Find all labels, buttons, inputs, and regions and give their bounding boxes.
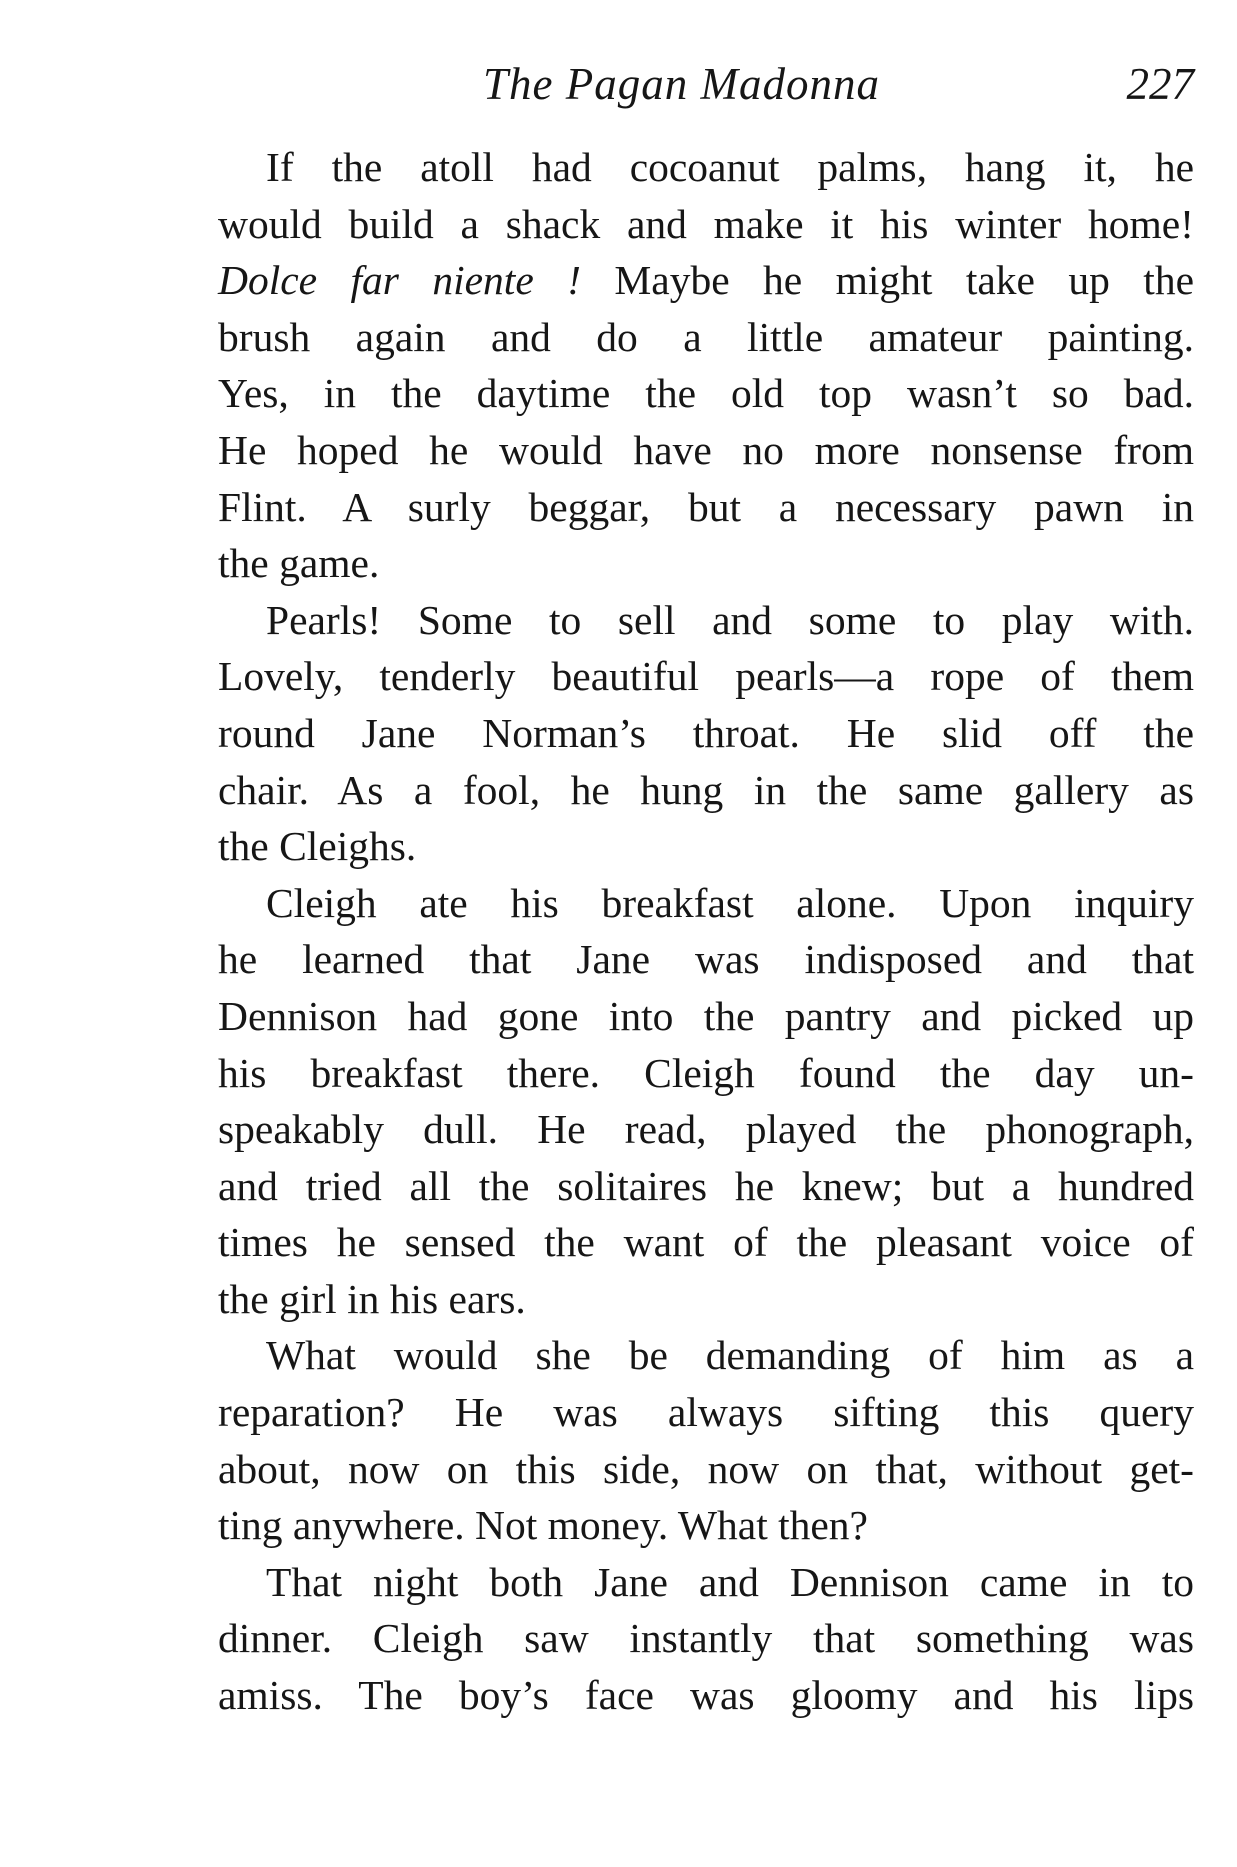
text-line: the game. [218,540,380,587]
page-number: 227 [1126,59,1194,109]
text-line: amiss. The boy’s face was gloomy and his lips [218,1672,1194,1719]
text-line: the Cleighs. [218,823,417,870]
text-line: reparation? He was always sifting this query [218,1389,1194,1436]
text-line: If the atoll had cocoanut palms, hang it, he [266,144,1194,190]
text-line: He hoped he would have no more nonsense from [218,426,1194,473]
text-line: and tried all the solitaires he knew; but a hundred [218,1162,1194,1209]
text-line: the girl in his ears. [218,1275,526,1322]
page-header [218,58,1194,118]
text-line: What would she be demanding of him as a [266,1332,1194,1379]
text-line: Dennison had gone into the pantry and picked up [218,992,1194,1039]
paragraph [218,875,1194,1328]
body-text [218,139,1194,1724]
text-fragment: Maybe he might take up the [580,257,1194,304]
running-title: The Pagan Madonna [483,59,880,109]
paragraph [218,592,1194,875]
paragraph [218,139,1194,592]
text-line: he learned that Jane was indisposed and that [218,936,1194,983]
text-line: about, now on this side, now on that, without get- [218,1445,1194,1492]
text-line: brush again and do a little amateur painting. [218,313,1194,360]
text-line [218,252,1194,309]
text-line: That night both Jane and Dennison came in to [266,1558,1194,1605]
text-line: Yes, in the daytime the old top wasn’t so bad. [218,370,1194,417]
text-line: Pearls! Some to sell and some to play with. [266,596,1194,643]
text-line: chair. As a fool, he hung in the same gallery as [218,766,1194,813]
italic-phrase: Dolce far niente ! [218,257,581,304]
text-line: times he sensed the want of the pleasant voice of [218,1219,1194,1266]
text-line: Lovely, tenderly beautiful pearls—a rope of them [218,653,1194,700]
text-line: Cleigh ate his breakfast alone. Upon inquiry [266,879,1194,926]
paragraph [218,1554,1194,1724]
text-line: ting anywhere. Not money. What then? [218,1502,868,1549]
text-line: dinner. Cleigh saw instantly that something was [218,1615,1194,1662]
text-line: Flint. A surly beggar, but a necessary pawn in [218,483,1194,530]
text-line: speakably dull. He read, played the phonograph, [218,1106,1194,1153]
paragraph [218,1327,1194,1553]
text-line: his breakfast there. Cleigh found the day un- [218,1049,1194,1096]
text-line: round Jane Norman’s throat. He slid off the [218,709,1194,756]
text-line: would build a shack and make it his winter home! [218,200,1194,247]
